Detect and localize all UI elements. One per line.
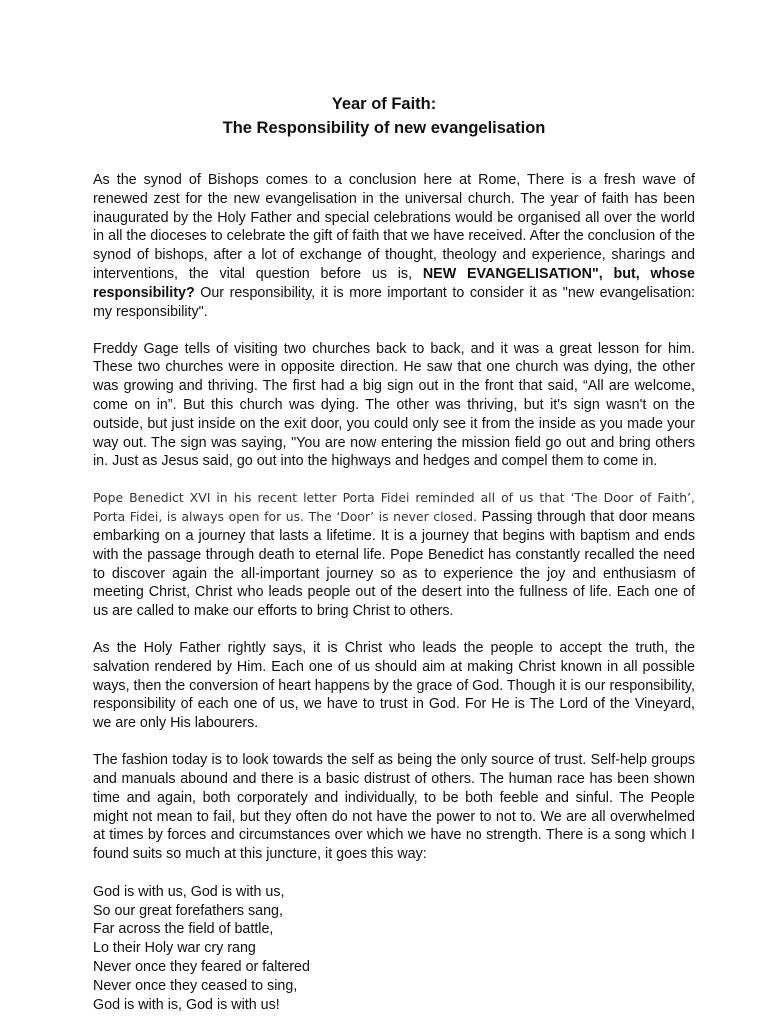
poem-line: Never once they ceased to sing, [93, 977, 298, 994]
poem [93, 883, 695, 1015]
paragraph-2: Freddy Gage tells of visiting two churches back to back, and it was a great lesson for him. These two churches were in opposite direction. He saw that one church was dying, the other was growing and thriving. The first had a big sign out in the front that said, “All are welcome, come on in”. But this church was dying. The other was thriving, but it's sign wasn't on the outside, but just inside on the exit door, you could only see it from the inside as you made your way out. The sign was saying, "You are now entering the mission field go out and bring others in. Just as Jesus said, go out into the highways and hedges and compel them to come in. [93, 340, 695, 470]
poem-line: So our great forefathers sang, [93, 902, 283, 919]
paragraph-1 [93, 171, 695, 321]
paragraph-1-text-before: As the synod of Bishops comes to a conclusion here at Rome, There is a fresh wave of renewed zest for the new evangelisation in the universal church. The year of faith has been inaugurated by the Holy Father and special celebrations would be organised all over the world in all the dioceses to celebrate the gift of faith that we have received. After the conclusion of the synod of bishops, after a lot of exchange of thought, theology and experience, sharings and interventions, the vital question before us is, [93, 172, 695, 282]
title-line-1: Year of Faith: [331, 95, 437, 113]
document-title [0, 92, 768, 140]
poem-line: Never once they feared or faltered [93, 959, 310, 976]
document-body [93, 171, 695, 1014]
paragraph-3-lead: Pope Benedict XVI in his recent letter Porta Fidei reminded all of us that ‘The Door of Faith’, Porta Fidei, is always open for us. The ‘Door’ is never closed. [93, 490, 695, 525]
poem-line: God is with us, God is with us, [93, 883, 285, 900]
paragraph-1-bold-text: NEW EVANGELISATION", but, whose responsibility? [93, 265, 695, 301]
paragraph-5: The fashion today is to look towards the self as being the only source of trust. Self-help groups and manuals abound and there is a basic distrust of others. The human race has been shown time and again, both corporately and individually, to be both feeble and sinful. The People might not mean to fail, but they often do not have the power to not to. We are all overwhelmed at times by forces and circumstances over which we have no strength. There is a song which I found suits so much at this juncture, it goes this way: [93, 752, 695, 863]
paragraph-3-rest: Passing through that door means embarking on a journey that lasts a lifetime. It is a journey that begins with baptism and ends with the passage through death to eternal life. Pope Benedict has constantly recalled the need to discover again the all-important journey so as to experience the joy and enthusiasm of meeting Christ, Christ who leads people out of the desert into the fullness of life. Each one of us are called to make our efforts to bring Christ to others. [93, 509, 695, 620]
title-line-2: The Responsibility of new evangelisation [222, 119, 546, 137]
paragraph-4: As the Holy Father rightly says, it is Christ who leads the people to accept the truth, the salvation rendered by Him. Each one of us should aim at making Christ known in all possible ways, then the conversion of heart happens by the grace of God. Though it is our responsibility, responsibility of each one of us, we have to trust in God. For He is The Lord of the Vineyard, we are only His labourers. [93, 640, 695, 732]
poem-line: Far across the field of battle, [93, 921, 274, 938]
paragraph-1-text-after: Our responsibility, it is more important to consider it as "new evangelisation: my responsibility". [93, 284, 695, 320]
paragraph-3 [93, 489, 695, 621]
poem-line: God is with is, God is with us! [93, 996, 280, 1013]
poem-line: Lo their Holy war cry rang [93, 940, 256, 957]
